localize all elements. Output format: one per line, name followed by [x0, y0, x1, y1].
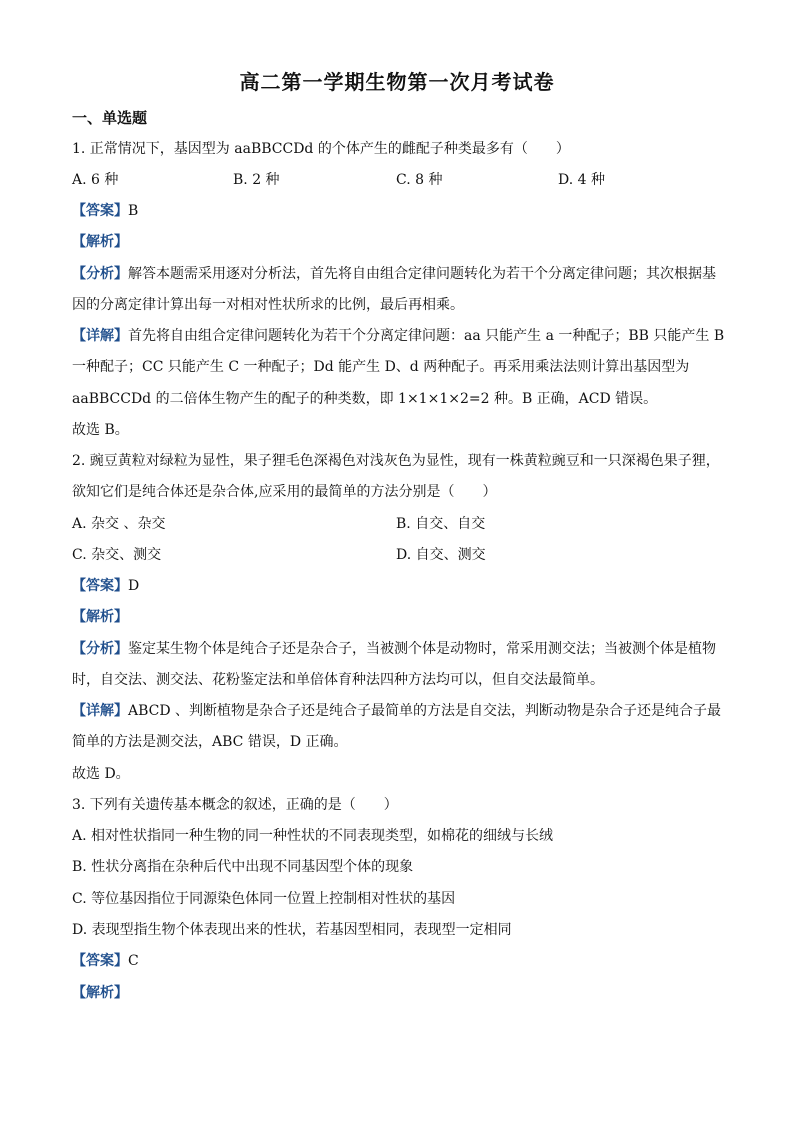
detail-text: ABCD 、判断植物是杂合子还是纯合子最简单的方法是自交法，判断动物是杂合子还是纯合子最 [128, 703, 722, 719]
q2-detail-line-1 [72, 701, 722, 721]
answer-value: C [128, 953, 139, 969]
fenxi-text: 鉴定某生物个体是纯合子还是杂合子，当被测个体是动物时，常采用测交法；当被测个体是植物 [128, 641, 716, 657]
q1-conclusion: 故选 B。 [72, 422, 129, 438]
detail-tag: 【详解】 [72, 703, 128, 719]
q2-option-c: C. 杂交、测交 [72, 547, 162, 563]
q3-analysis-heading [72, 983, 722, 1003]
q2-fenxi-line-2: 时，自交法、测交法、花粉鉴定法和单倍体育种法四种方法均可以，但自交法最简单。 [72, 672, 604, 688]
q1-detail-line-1 [72, 326, 725, 346]
q2-stem-line-2: 欲知它们是纯合体还是杂合体,应采用的最简单的方法分别是（ ） [72, 484, 497, 500]
q2-option-d: D. 自交、测交 [396, 547, 486, 563]
q1-fenxi-line-1 [72, 264, 722, 284]
q2-option-b: B. 自交、自交 [396, 516, 486, 532]
q3-option-c: C. 等位基因指位于同源染色体同一位置上控制相对性状的基因 [72, 891, 456, 907]
q1-detail-line-3: aaBBCCDd 的二倍体生物产生的配子的种类数，即 1×1×1×2=2 种。B 正确，ACD 错误。 [72, 391, 658, 407]
q1-stem: 1. 正常情况下，基因型为 aaBBCCDd 的个体产生的雌配子种类最多有（ ） [72, 141, 570, 157]
analysis-tag: 【解析】 [72, 234, 128, 250]
fenxi-tag: 【分析】 [72, 641, 128, 657]
q1-fenxi-line-2: 因的分离定律计算出每一对相对性状所求的比例，最后再相乘。 [72, 297, 464, 313]
answer-tag: 【答案】 [72, 578, 128, 594]
answer-value: B [128, 203, 139, 219]
fenxi-tag: 【分析】 [72, 266, 128, 282]
q1-answer [72, 201, 722, 221]
q1-analysis-heading [72, 232, 722, 252]
q1-option-b: B. 2 种 [233, 172, 280, 188]
q2-analysis-heading [72, 607, 722, 627]
q2-detail-line-2: 简单的方法是测交法，ABC 错误，D 正确。 [72, 734, 348, 750]
q1-option-a: A. 6 种 [72, 172, 119, 188]
section-heading: 一、单选题 [72, 109, 148, 127]
q1-option-d: D. 4 种 [558, 172, 605, 188]
exam-title: 高二第一学期生物第一次月考试卷 [239, 70, 555, 94]
q2-option-a: A. 杂交 、杂交 [72, 516, 166, 532]
q1-option-c: C. 8 种 [396, 172, 443, 188]
q2-answer [72, 576, 722, 596]
q2-fenxi-line-1 [72, 639, 722, 659]
q3-option-b: B. 性状分离指在杂种后代中出现不同基因型个体的现象 [72, 859, 414, 875]
q3-option-d: D. 表现型指生物个体表现出来的性状，若基因型相同，表现型一定相同 [72, 922, 512, 938]
analysis-tag: 【解析】 [72, 985, 128, 1001]
answer-tag: 【答案】 [72, 953, 128, 969]
q3-answer [72, 951, 722, 971]
q2-stem-line-1: 2. 豌豆黄粒对绿粒为显性，果子狸毛色深褐色对浅灰色为显性，现有一株黄粒豌豆和一只深褐色果子狸， [72, 453, 720, 469]
q3-stem: 3. 下列有关遗传基本概念的叙述，正确的是（ ） [72, 797, 398, 813]
analysis-tag: 【解析】 [72, 609, 128, 625]
q3-option-a: A. 相对性状指同一种生物的同一种性状的不同表现类型，如棉花的细绒与长绒 [72, 828, 554, 844]
detail-text: 首先将自由组合定律问题转化为若干个分离定律问题：aa 只能产生 a 一种配子；BB 只能产生 B [128, 328, 725, 344]
q1-detail-line-2: 一种配子；CC 只能产生 C 一种配子；Dd 能产生 D、d 两种配子。再采用乘法法则计算出基因型为 [72, 359, 690, 375]
q2-conclusion: 故选 D。 [72, 766, 130, 782]
answer-value: D [128, 578, 140, 594]
fenxi-text: 解答本题需采用逐对分析法，首先将自由组合定律问题转化为若干个分离定律问题；其次根据基 [128, 266, 716, 282]
answer-tag: 【答案】 [72, 203, 128, 219]
detail-tag: 【详解】 [72, 328, 128, 344]
